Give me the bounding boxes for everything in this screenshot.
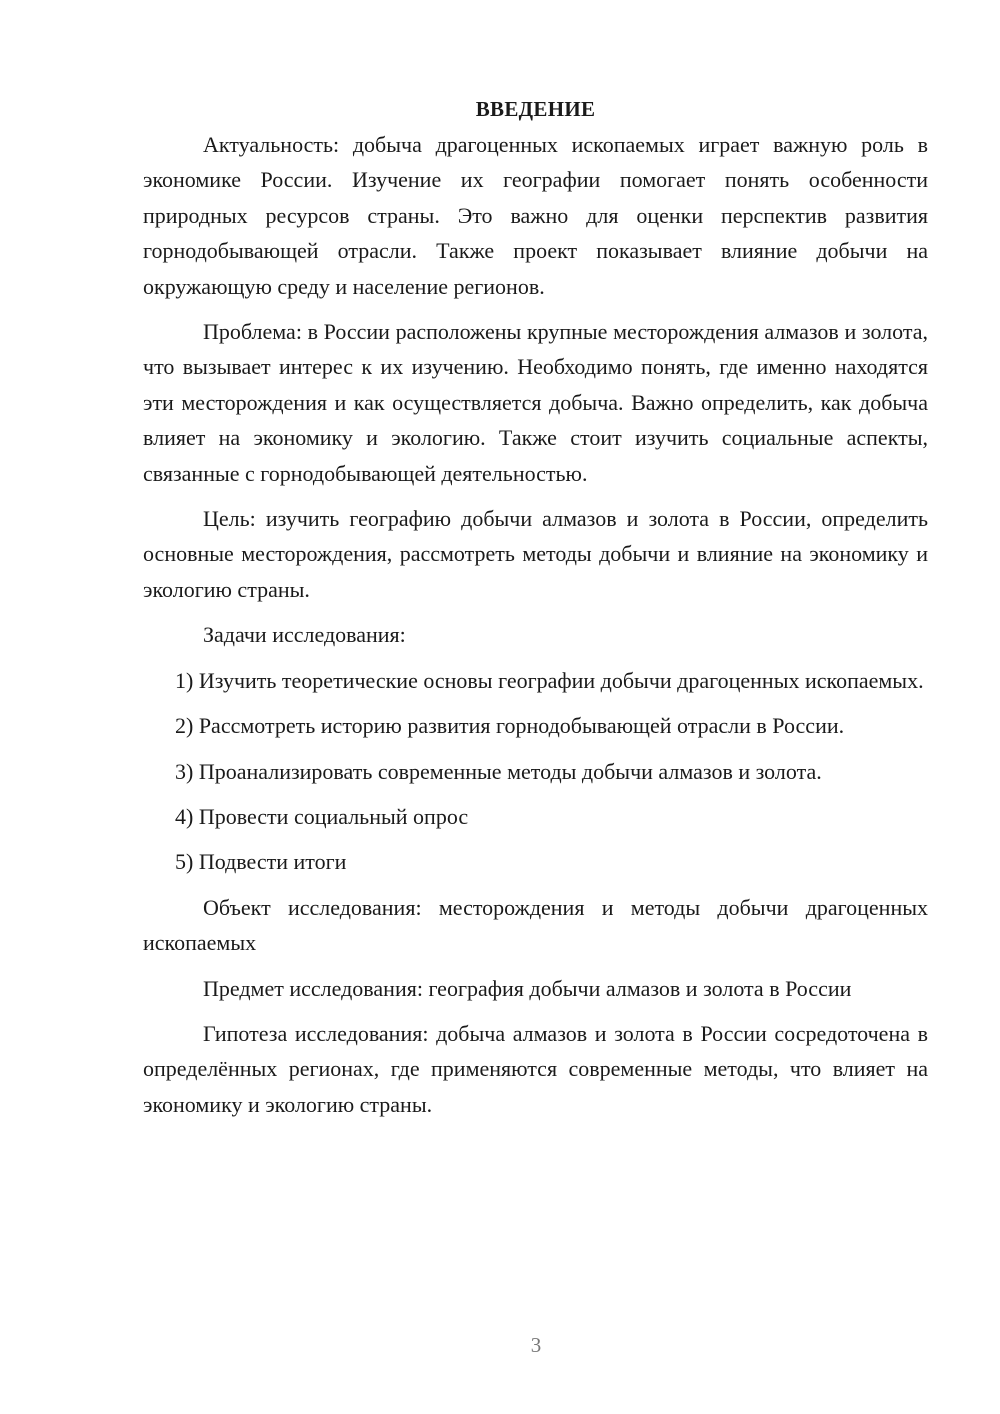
object-paragraph: Объект исследования: месторождения и методы добычи драгоценных ископаемых [143,894,928,956]
task-item-1: 1) Изучить теоретические основы географии добычи драгоценных ископаемых. [175,667,924,693]
page-title: ВВЕДЕНИЕ [475,97,596,121]
problem-paragraph: Проблема: в России расположены крупные месторождения алмазов и золота, что вызывает интерес к их изучению. Необходимо понять, где именно находятся эти месторождения и как осуществляется добыча. Важно определить, как добыча влияет на экономику и экологию. Также стоит изучить социальные аспекты, связанные с горнодобывающей деятельностью. [143,319,928,486]
hypothesis-paragraph: Гипотеза исследования: добыча алмазов и золота в России сосредоточена в определённых регионах, где применяются современные методы, что влияет на экономику и экологию страны. [143,1020,928,1117]
task-item-4: 4) Провести социальный опрос [175,803,469,829]
tasks-heading: Задачи исследования: [203,622,406,648]
page-number: 3 [530,1333,542,1357]
subject-paragraph: Предмет исследования: география добычи алмазов и золота в России [203,975,852,1001]
task-item-5: 5) Подвести итоги [175,849,347,875]
page-content [143,92,928,1132]
goal-paragraph: Цель: изучить географию добычи алмазов и золота в России, определить основные месторождения, рассмотреть методы добычи и влияние на экономику и экологию страны. [143,506,928,602]
task-item-2: 2) Рассмотреть историю развития горнодобывающей отрасли в России. [175,713,845,739]
task-item-3: 3) Проанализировать современные методы добычи алмазов и золота. [175,758,822,784]
relevance-paragraph: Актуальность: добыча драгоценных ископаемых играет важную роль в экономике России. Изучение их географии помогает понять особенности природных ресурсов страны. Это важно для оценки перспектив развития горнодобывающей отрасли. Также проект показывает влияние добычи на окружающую среду и население регионов. [143,132,928,299]
